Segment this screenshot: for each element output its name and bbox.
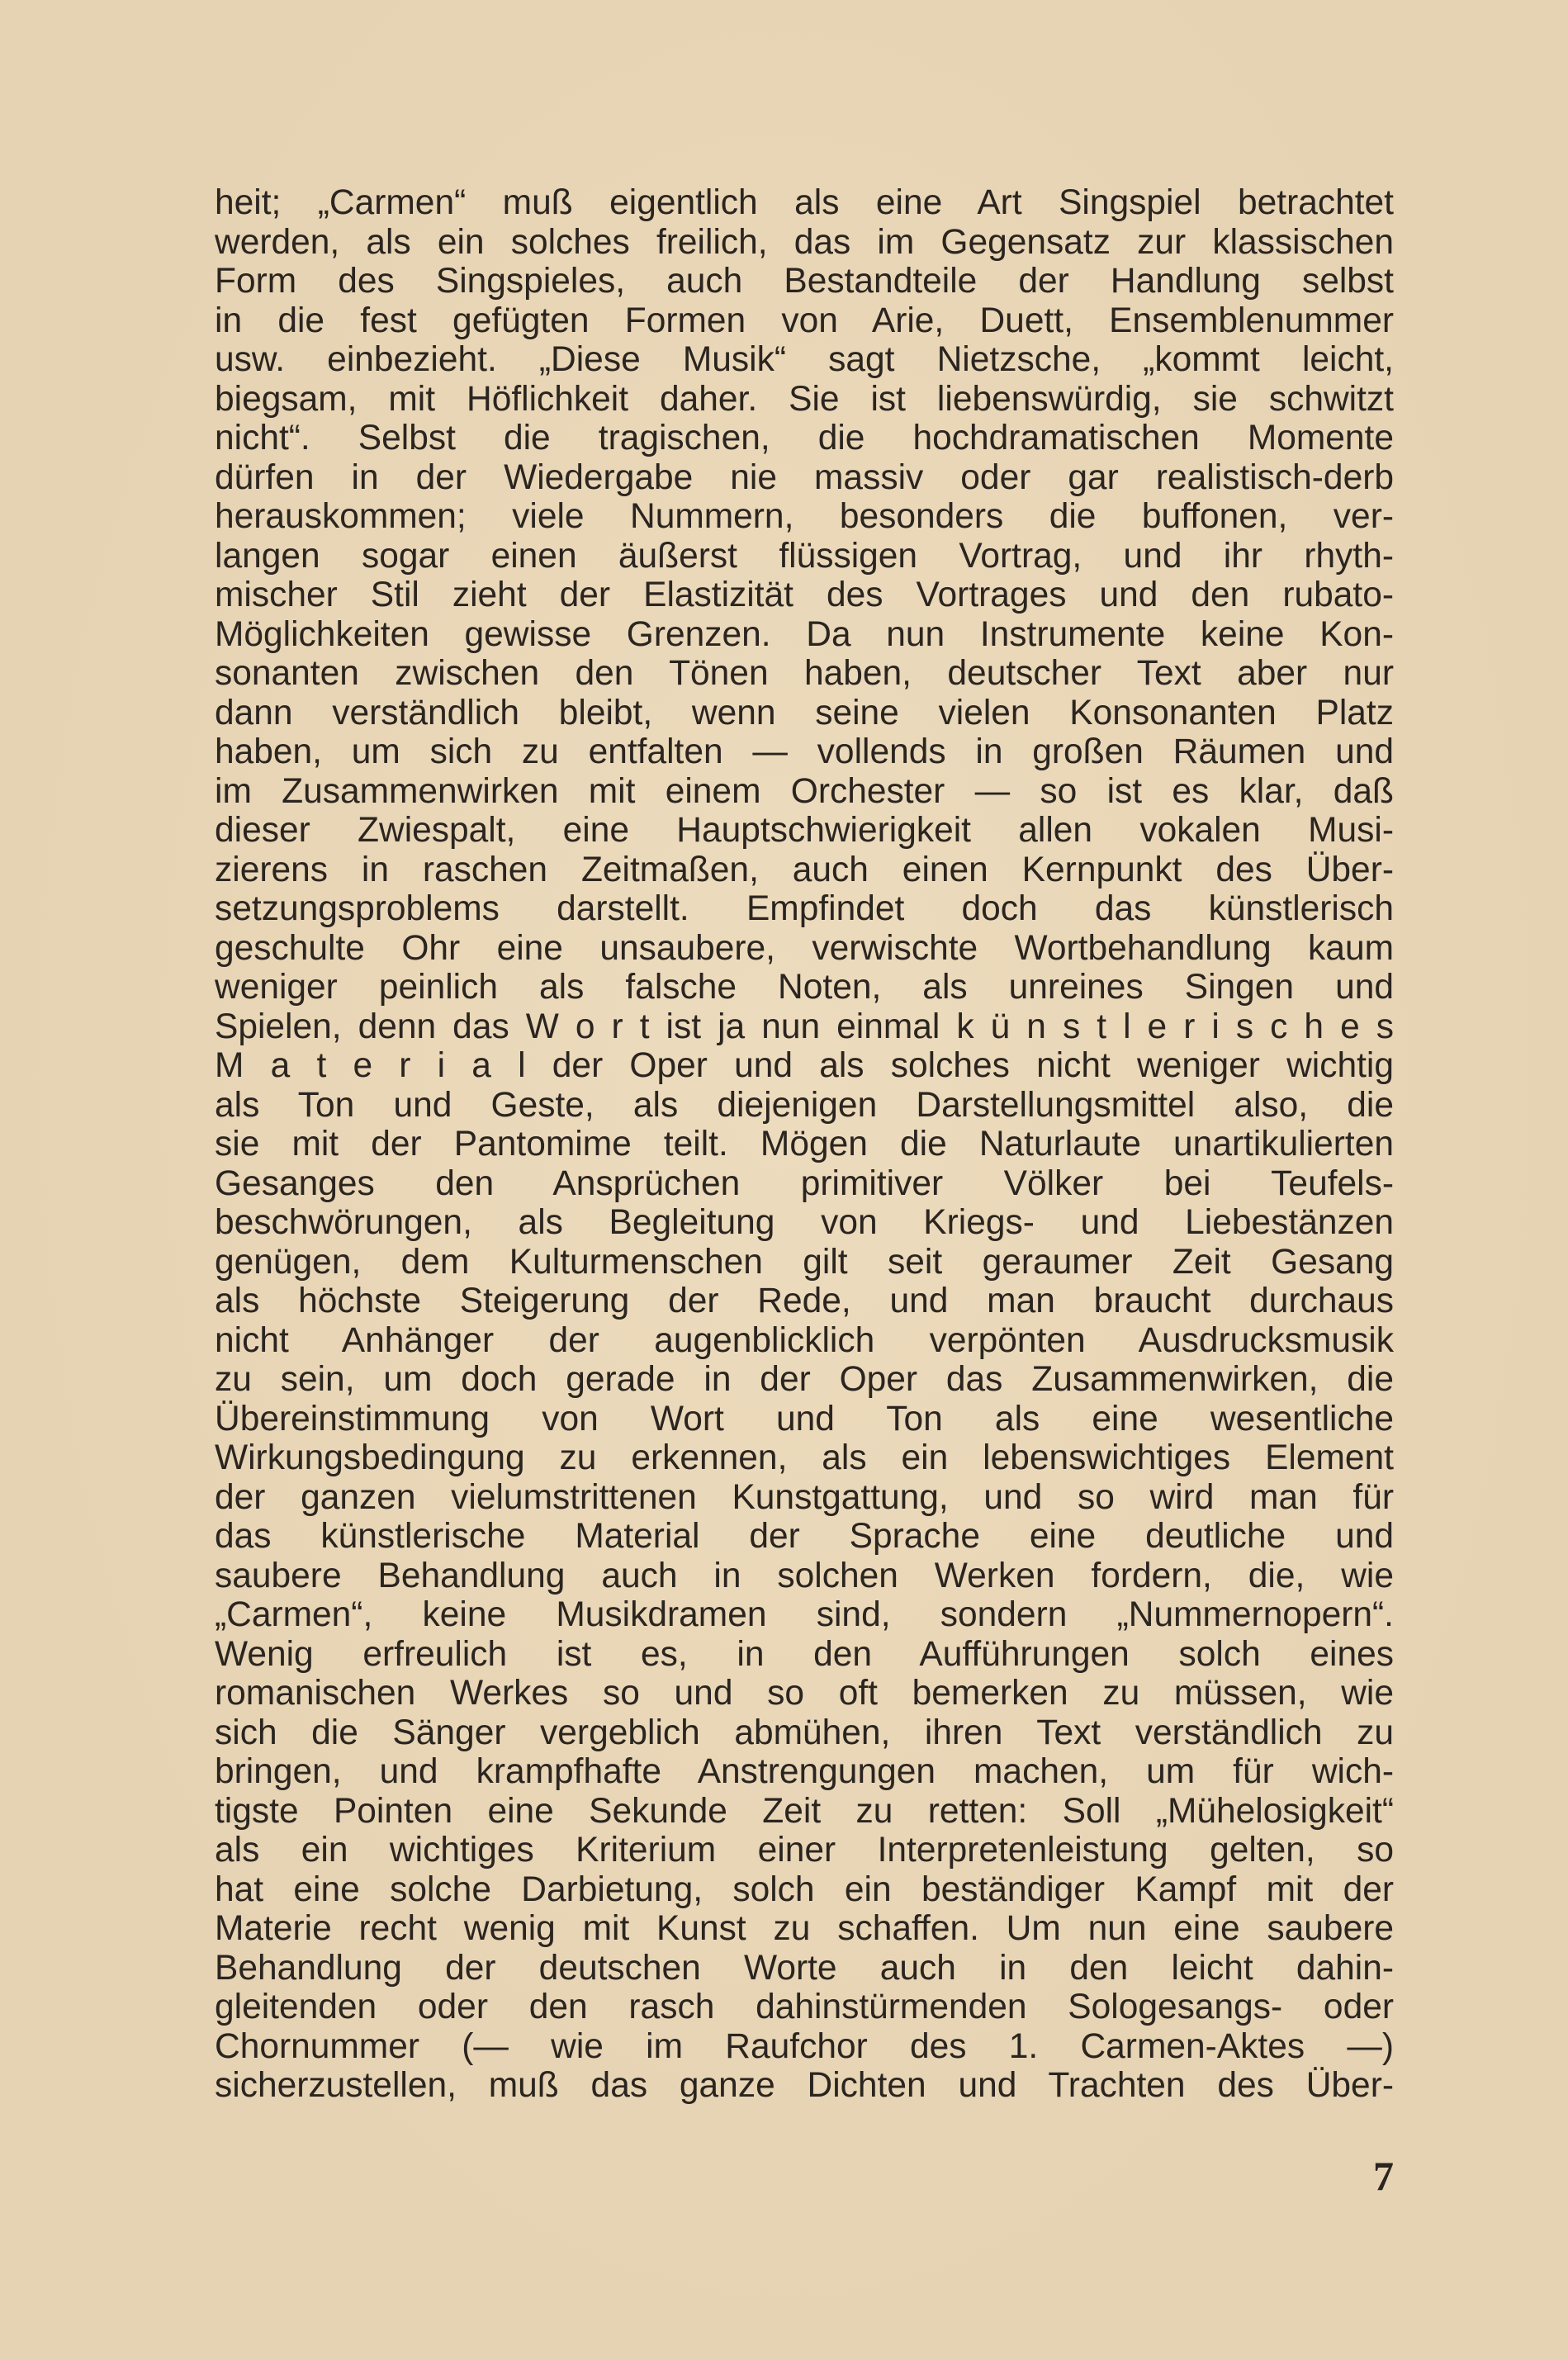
text-line: als Ton und Geste, als diejenigen Darstellungsmittel also, die xyxy=(215,1085,1394,1125)
text-line: im Zusammenwirken mit einem Orchester — so ist es klar, daß xyxy=(215,771,1394,811)
text-line: Gesanges den Ansprüchen primitiver Völker bei Teufels- xyxy=(215,1163,1394,1203)
text-line: Übereinstimmung von Wort und Ton als eine wesentliche xyxy=(215,1399,1394,1438)
text-line: werden, als ein solches freilich, das im Gegensatz zur klassischen xyxy=(215,222,1394,262)
text-line: weniger peinlich als falsche Noten, als unreines Singen und xyxy=(215,968,1394,1007)
text-line: zu sein, um doch gerade in der Oper das Zusammenwirken, die xyxy=(215,1360,1394,1399)
text-line: hat eine solche Darbietung, solch ein beständiger Kampf mit der xyxy=(215,1870,1394,1909)
text-line: M a t e r i a l der Oper und als solches nicht weniger wichtig xyxy=(215,1046,1394,1085)
text-line: herauskommen; viele Nummern, besonders die buffonen, ver- xyxy=(215,497,1394,536)
text-line: saubere Behandlung auch in solchen Werken fordern, die, wie xyxy=(215,1556,1394,1595)
text-line: zierens in raschen Zeitmaßen, auch einen Kernpunkt des Über- xyxy=(215,850,1394,889)
text-line: nicht Anhänger der augenblicklich verpönten Ausdrucksmusik xyxy=(215,1320,1394,1360)
text-line: Behandlung der deutschen Worte auch in den leicht dahin- xyxy=(215,1948,1394,1988)
text-line: gleitenden oder den rasch dahinstürmenden Sologesangs- oder xyxy=(215,1988,1394,2026)
text-line: dürfen in der Wiedergabe nie massiv oder gar realistisch-derb xyxy=(215,457,1394,497)
text-line: beschwörungen, als Begleitung von Kriegs- und Liebestänzen xyxy=(215,1203,1394,1242)
text-line: mischer Stil zieht der Elastizität des Vortrages und den rubato- xyxy=(215,576,1394,614)
text-line: sicherzustellen, muß das ganze Dichten und Trachten des Über- xyxy=(215,2066,1394,2105)
body-text xyxy=(215,183,1394,2106)
text-line: geschulte Ohr eine unsaubere, verwischte Wortbehandlung kaum xyxy=(215,928,1394,968)
text-line: dann verständlich bleibt, wenn seine vielen Konsonanten Platz xyxy=(215,693,1394,732)
text-line: usw. einbezieht. „Diese Musik“ sagt Nietzsche, „kommt leicht, xyxy=(215,340,1394,379)
text-line: Form des Singspieles, auch Bestandteile der Handlung selbst xyxy=(215,262,1394,301)
text-line: in die fest gefügten Formen von Arie, Duett, Ensemblenummer xyxy=(215,301,1394,340)
page-number: 7 xyxy=(1373,2153,1394,2199)
text-line: Wenig erfreulich ist es, in den Aufführungen solch eines xyxy=(215,1634,1394,1674)
text-line: sie mit der Pantomime teilt. Mögen die Naturlaute unartikulierten xyxy=(215,1125,1394,1163)
text-line: Möglichkeiten gewisse Grenzen. Da nun Instrumente keine Kon- xyxy=(215,614,1394,654)
text-line: Wirkungsbedingung zu erkennen, als ein lebenswichtiges Element xyxy=(215,1438,1394,1477)
text-line: als ein wichtiges Kriterium einer Interpretenleistung gelten, so xyxy=(215,1831,1394,1870)
text-line: tigste Pointen eine Sekunde Zeit zu retten: Soll „Mühelosigkeit“ xyxy=(215,1791,1394,1831)
text-line: als höchste Steigerung der Rede, und man braucht durchaus xyxy=(215,1282,1394,1320)
text-line: Materie recht wenig mit Kunst zu schaffen. Um nun eine saubere xyxy=(215,1909,1394,1948)
text-line: langen sogar einen äußerst flüssigen Vortrag, und ihr rhyth- xyxy=(215,536,1394,576)
text-line: haben, um sich zu entfalten — vollends in großen Räumen und xyxy=(215,732,1394,771)
text-line: „Carmen“, keine Musikdramen sind, sondern „Nummernopern“. xyxy=(215,1595,1394,1634)
text-line: sonanten zwischen den Tönen haben, deutscher Text aber nur xyxy=(215,654,1394,693)
text-line: romanischen Werkes so und so oft bemerken zu müssen, wie xyxy=(215,1674,1394,1713)
text-line: genügen, dem Kulturmenschen gilt seit geraumer Zeit Gesang xyxy=(215,1242,1394,1282)
text-line: sich die Sänger vergeblich abmühen, ihren Text verständlich zu xyxy=(215,1713,1394,1752)
text-line: nicht“. Selbst die tragischen, die hochdramatischen Momente xyxy=(215,419,1394,457)
text-line: das künstlerische Material der Sprache eine deutliche und xyxy=(215,1517,1394,1556)
text-line: bringen, und krampfhafte Anstrengungen machen, um für wich- xyxy=(215,1752,1394,1791)
text-line: setzungsproblems darstellt. Empfindet doch das künstlerisch xyxy=(215,889,1394,928)
text-line: heit; „Carmen“ muß eigentlich als eine Art Singspiel betrachtet xyxy=(215,183,1394,222)
text-line: Spielen, denn das W o r t ist ja nun einmal k ü n s t l e r i s c h e s xyxy=(215,1007,1394,1046)
text-line: Chornummer (— wie im Raufchor des 1. Carmen-Aktes —) xyxy=(215,2026,1394,2066)
text-line: biegsam, mit Höflichkeit daher. Sie ist liebenswürdig, sie schwitzt xyxy=(215,379,1394,419)
text-line: der ganzen vielumstrittenen Kunstgattung, und so wird man für xyxy=(215,1477,1394,1517)
text-line: dieser Zwiespalt, eine Hauptschwierigkeit allen vokalen Musi- xyxy=(215,811,1394,850)
